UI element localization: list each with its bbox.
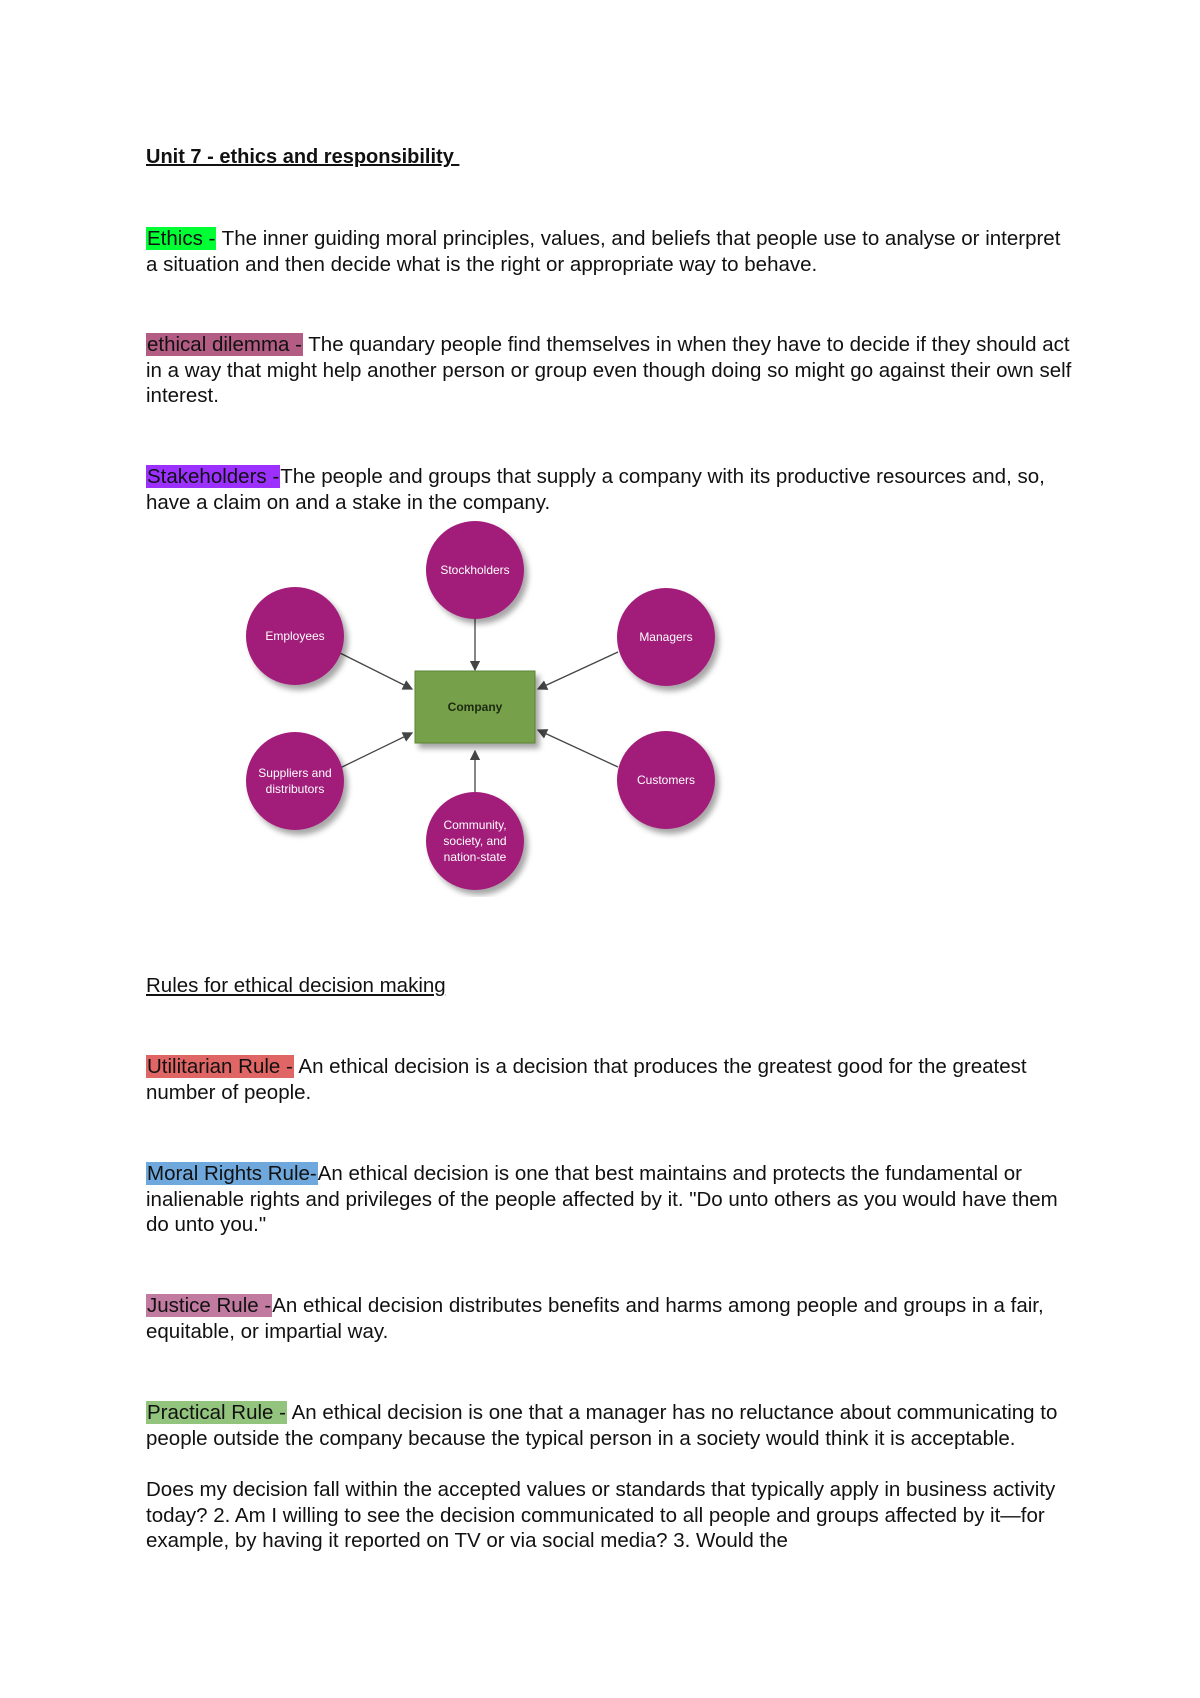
node-label: Community, — [443, 818, 507, 832]
practical-rule-questions: Does my decision fall within the accepted values or standards that typically apply in business activity today? 2. Am I willing to see the decision communicated to all people and groups affected by it—for example, by having it reported on TV or via social media? 3. Would the — [146, 1478, 1056, 1552]
node-label: Customers — [636, 773, 696, 787]
node-customers — [617, 731, 715, 829]
definition-ethical-dilemma — [146, 332, 1076, 409]
node-label: nation-state — [443, 850, 507, 864]
company-label: Company — [447, 700, 503, 714]
arrow-customers — [538, 730, 618, 767]
node-managers — [617, 588, 715, 686]
node-employees — [246, 587, 344, 685]
term-highlight: ethical dilemma - — [147, 333, 302, 356]
rule-justice — [146, 1293, 1076, 1344]
definition-text: The inner guiding moral principles, values, and beliefs that people use to analyse or interpret a situation and then decide what is the right or appropriate way to behave. — [146, 227, 1061, 276]
term-highlight: Practical Rule - — [147, 1401, 286, 1424]
term-highlight: Ethics - — [147, 227, 216, 250]
stakeholder-diagram — [220, 515, 740, 897]
node-label: distributors — [265, 782, 325, 796]
rule-text: An ethical decision is one that a manager has no reluctance about communicating to people outside the company because the typical person in a society would think it is acceptable. — [146, 1401, 1058, 1450]
term-highlight: Justice Rule - — [147, 1294, 272, 1317]
node-label: society, and — [443, 834, 507, 848]
rule-text: An ethical decision is a decision that produces the greatest good for the greatest number of people. — [146, 1055, 1027, 1104]
page-title: Unit 7 - ethics and responsibility — [146, 146, 460, 168]
rule-text: An ethical decision is one that best maintains and protects the fundamental or inalienable rights and privileges of the people affected by it. "Do unto others as you would have them do unto you." — [146, 1162, 1058, 1236]
rule-text: An ethical decision distributes benefits and harms among people and groups in a fair, equitable, or impartial way. — [146, 1294, 1044, 1343]
node-label: Suppliers and — [258, 766, 332, 780]
definition-text: The quandary people find themselves in when they have to decide if they should act in a way that might help another person or group even though doing so might go against their own self interest. — [146, 333, 1072, 407]
node-community — [426, 792, 524, 890]
rule-moral-rights — [146, 1161, 1076, 1238]
definition-stakeholders — [146, 464, 1076, 515]
node-label: Stockholders — [440, 563, 510, 577]
definition-text: The people and groups that supply a company with its productive resources and, so, have a claim on and a stake in the company. — [146, 465, 1045, 514]
term-highlight: Moral Rights Rule- — [147, 1162, 317, 1185]
rule-utilitarian — [146, 1054, 1076, 1105]
rule-practical — [146, 1400, 1076, 1451]
arrow-employees — [338, 652, 412, 689]
arrow-managers — [538, 652, 618, 689]
company-box — [415, 671, 535, 743]
node-suppliers — [246, 732, 344, 830]
term-highlight: Utilitarian Rule - — [147, 1055, 293, 1078]
definition-ethics — [146, 226, 1076, 277]
node-stockholders — [426, 521, 524, 619]
term-highlight: Stakeholders - — [147, 465, 280, 488]
node-label: Managers — [639, 630, 693, 644]
arrow-suppliers — [340, 733, 412, 768]
node-label: Employees — [265, 629, 325, 643]
rules-heading: Rules for ethical decision making — [146, 974, 446, 997]
